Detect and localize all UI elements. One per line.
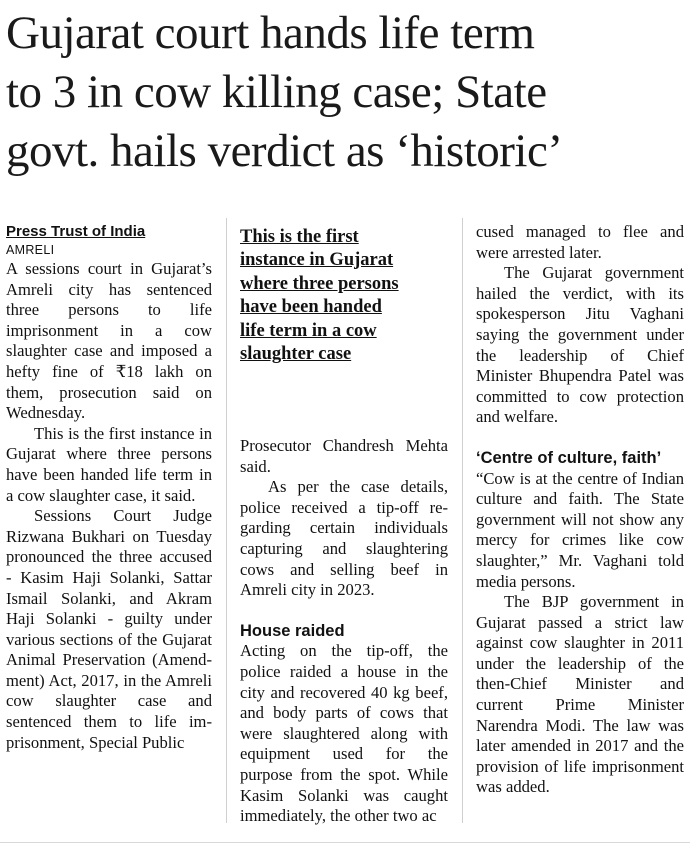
headline-line: govt. hails verdict as ‘historic’ [6, 125, 563, 177]
paragraph: Acting on the tip-off, the police raided a house in the city and recovered 40 kg beef, and body parts of cows that were slaughtered along with equipment used for the purpose from the spot. While Kasim Solanki was caught immediately, the other two ac [240, 641, 448, 826]
column-divider [462, 218, 463, 823]
paragraph: “Cow is at the centre of Indian culture and faith. The State government will not show any mercy for crimes like cow slaughter,” Mr. Vaghani told media persons. [476, 468, 684, 591]
headline [6, 4, 686, 181]
bottom-divider [0, 842, 690, 843]
pull-quote-line: have been handed [240, 297, 382, 318]
pull-quote-line: where three persons [240, 273, 399, 294]
subheading: House raided [240, 621, 345, 640]
pull-quote-line: life term in a cow [240, 320, 377, 341]
article-column-1 [6, 222, 212, 753]
paragraph: As per the case details, police received a tip-off regarding certain individuals capturing and slaughtering cows and selling beef in Amreli city in 2023. [240, 477, 448, 600]
subheading: ‘Centre of culture, faith’ [476, 448, 662, 467]
paragraph: Prosecutor Chandresh Mehta said. [240, 436, 448, 476]
pull-quote-line: This is the first [240, 227, 359, 247]
paragraph: This is the first instance in Gujarat where three persons have been handed life term in a cow slaughter case, it said. [6, 423, 212, 505]
column-divider [226, 218, 227, 823]
pull-quote-line: instance in Gujarat [240, 250, 394, 271]
byline: Press Trust of India [6, 223, 146, 240]
headline-line: Gujarat court hands life term [6, 7, 535, 59]
paragraph: The BJP government in Gujarat passed a strict law against cow slaughter in 2011 under the leadership of the then-Chief Minister and current Prime Minister Narendra Modi. The law was later amended in 2017 and the provision of life imprisonment was added. [476, 592, 684, 797]
pull-quote [240, 226, 448, 366]
article-column-2 [240, 436, 448, 827]
paragraph: The Gujarat government hailed the verdict, with its spokesperson Jitu Vaghani saying the government under the leadership of Chief Minister Bhupendra Patel was committed to cow protection and welfare. [476, 263, 684, 427]
paragraph: A sessions court in Gujarat’s Amreli city has sentenced three persons to life imprisonment in a cow slaughter case and imposed a hefty fine of ₹18 lakh on them, prosecution said on Wednesday. [6, 259, 212, 423]
paragraph: cused managed to flee and were arrested later. [476, 222, 684, 262]
article-column-3 [476, 222, 684, 798]
headline-line: to 3 in cow killing case; State [6, 66, 547, 118]
paragraph: Sessions Court Judge Rizwana Bukhari on Tuesday pronounced the three accused - Kasim Haji Solanki, Sattar Ismail Solanki, and Akram Haji Solanki - guilty under various sections of the Gujarat Animal Preservation (Amendment) Act, 2017, in the Amreli cow slaughter case and sentenced them to life imprisonment, Special Public [6, 506, 212, 752]
pull-quote-line: slaughter case [240, 344, 352, 365]
dateline: AMRELI [6, 243, 55, 257]
